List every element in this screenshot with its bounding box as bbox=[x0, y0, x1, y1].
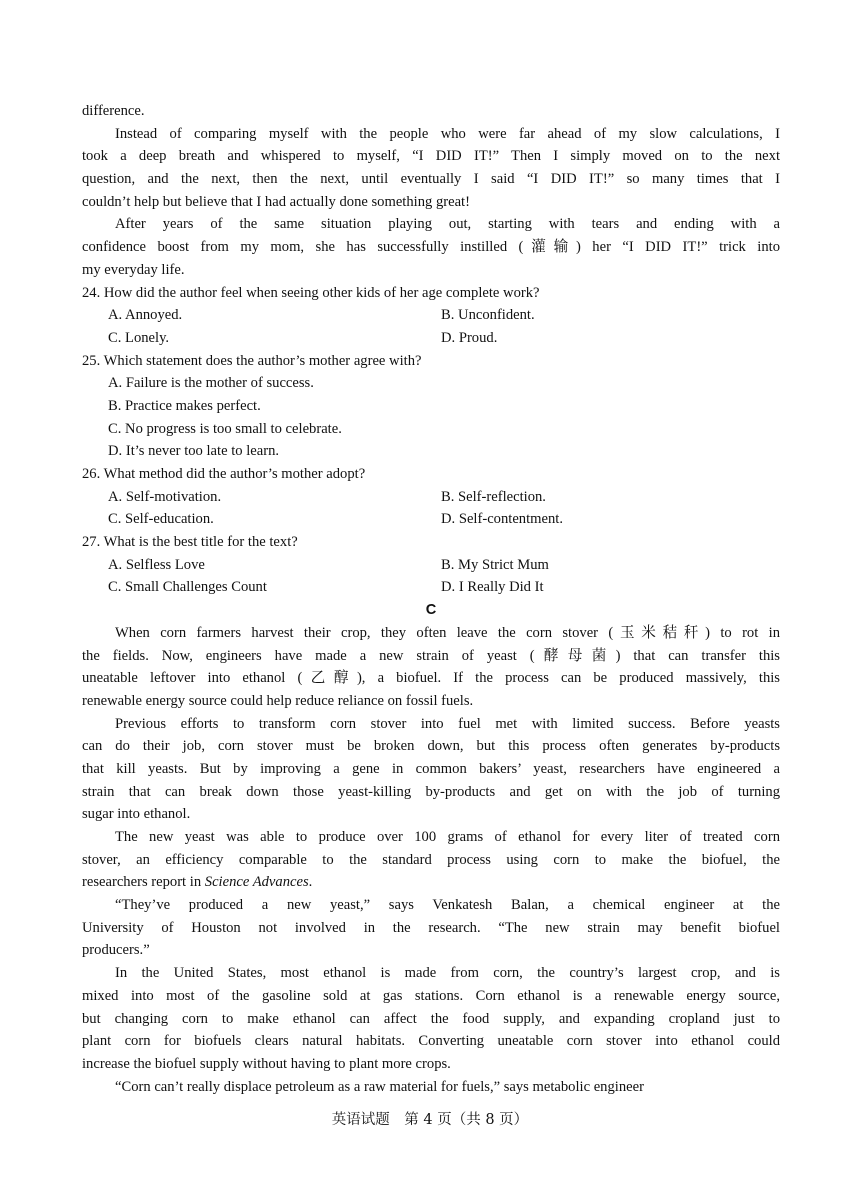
option: B. Unconfident. bbox=[441, 307, 535, 324]
paragraph-line: “Corn can’t really displace petroleum as a raw material for fuels,” says metabolic engineer bbox=[115, 1078, 644, 1095]
question-stem: 27. What is the best title for the text? bbox=[82, 534, 298, 551]
text-run: . bbox=[308, 874, 313, 891]
option: D. Self-contentment. bbox=[441, 511, 563, 528]
paragraph-line: University of Houston not involved in the research. “The new strain may benefit biofuel bbox=[82, 919, 780, 936]
option: A. Selfless Love bbox=[108, 556, 205, 573]
text-run: researchers report in bbox=[82, 874, 205, 891]
option: B. My Strict Mum bbox=[441, 556, 549, 573]
page-content bbox=[82, 100, 780, 1098]
option: D. I Really Did It bbox=[441, 579, 544, 596]
paragraph-line: difference. bbox=[82, 103, 145, 119]
option: D. It’s never too late to learn. bbox=[108, 443, 280, 460]
option: C. Small Challenges Count bbox=[108, 579, 267, 596]
page-footer: 英语试题 第 4 页（共 8 页） bbox=[331, 1112, 529, 1128]
paragraph-line bbox=[82, 871, 780, 894]
paragraph-line: my everyday life. bbox=[82, 261, 185, 278]
paragraph-line: sugar into ethanol. bbox=[82, 806, 191, 823]
option: C. No progress is too small to celebrate. bbox=[108, 420, 342, 437]
option: A. Failure is the mother of success. bbox=[108, 375, 314, 392]
paragraph-line: can do their job, corn stover must be broken down, but this process often generates by-products bbox=[82, 738, 780, 755]
option: A. Self-motivation. bbox=[108, 488, 222, 505]
paragraph-line: Instead of comparing myself with the people who were far ahead of my slow calculations, I bbox=[115, 125, 780, 142]
paragraph-line: producers.” bbox=[82, 942, 150, 959]
paragraph-line: Previous efforts to transform corn stover into fuel met with limited success. Before yeasts bbox=[115, 715, 780, 732]
paragraph-line: mixed into most of the gasoline sold at gas stations. Corn ethanol is a renewable energy source, bbox=[82, 987, 780, 1004]
paragraph-line: took a deep breath and whispered to myself, “I DID IT!” Then I simply moved on to the next bbox=[82, 148, 780, 165]
paragraph-line: In the United States, most ethanol is made from corn, the country’s largest crop, and is bbox=[115, 965, 780, 982]
option: C. Self-education. bbox=[108, 511, 214, 528]
option-row bbox=[82, 554, 780, 577]
question-stem: 24. How did the author feel when seeing other kids of her age complete work? bbox=[82, 284, 540, 301]
paragraph-line: “They’ve produced a new yeast,” says Venkatesh Balan, a chemical engineer at the bbox=[115, 897, 780, 914]
option: C. Lonely. bbox=[108, 329, 170, 346]
option: B. Self-reflection. bbox=[441, 488, 546, 505]
paragraph-line: renewable energy source could help reduce reliance on fossil fuels. bbox=[82, 692, 474, 709]
journal-name: Science Advances bbox=[204, 874, 309, 891]
option: D. Proud. bbox=[441, 329, 498, 346]
paragraph-line: After years of the same situation playing out, starting with tears and ending with a bbox=[115, 216, 780, 233]
option-row bbox=[82, 327, 780, 350]
question-stem: 26. What method did the author’s mother adopt? bbox=[82, 466, 366, 482]
question-stem: 25. Which statement does the author’s mother agree with? bbox=[82, 352, 422, 369]
paragraph-line: confidence boost from my mom, she has successfully instilled (灌输) her “I DID IT!” trick into bbox=[82, 239, 780, 256]
option-row bbox=[82, 576, 780, 599]
paragraph-line: increase the biofuel supply without having to plant more crops. bbox=[82, 1055, 451, 1072]
paragraph-line: The new yeast was able to produce over 100 grams of ethanol for every liter of treated corn bbox=[115, 829, 780, 845]
paragraph-line: When corn farmers harvest their crop, they often leave the corn stover (玉米秸秆) to rot in bbox=[115, 624, 780, 641]
paragraph-line: couldn’t help but believe that I had actually done something great! bbox=[82, 193, 470, 210]
option-row bbox=[82, 486, 780, 509]
paragraph-line: strain that can break down those yeast-killing by-products and get on with the job of turning bbox=[82, 783, 780, 800]
paragraph-line: but changing corn to make ethanol can affect the food supply, and expanding cropland just to bbox=[82, 1010, 780, 1027]
paragraph-line: uneatable leftover into ethanol (乙醇), a biofuel. If the process can be produced massively, this bbox=[82, 670, 780, 687]
paragraph-line: stover, an efficiency comparable to the standard process using corn to make the biofuel, the bbox=[82, 851, 780, 868]
paragraph-line: the fields. Now, engineers have made a new strain of yeast (酵母菌) that can transfer this bbox=[82, 647, 780, 664]
option-row bbox=[82, 304, 780, 327]
option: B. Practice makes perfect. bbox=[108, 397, 261, 414]
paragraph-line: plant corn for biofuels clears natural habitats. Converting uneatable corn stover into ethanol could bbox=[82, 1033, 780, 1050]
section-heading: C bbox=[425, 602, 437, 619]
paragraph-line: that kill yeasts. But by improving a gene in common bakers’ yeast, researchers have engineered a bbox=[82, 760, 780, 777]
option-row bbox=[82, 508, 780, 531]
option: A. Annoyed. bbox=[108, 307, 183, 324]
paragraph-line: question, and the next, then the next, until eventually I said “I DID IT!” so many times that I bbox=[82, 171, 780, 188]
